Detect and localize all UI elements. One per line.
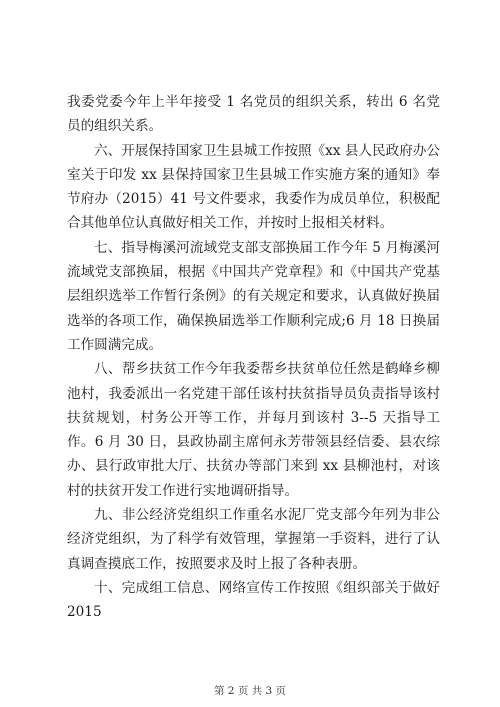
- paragraph-section-9: 九、非公经济党组织工作重名水泥厂党支部今年列为非公经济党组织，为了科学有效管理，掌握第一手资料，进行了认真调查摸底工作，按照要求及时上报了各种表册。: [67, 507, 440, 572]
- paragraph-continuation: 我委党委今年上半年接受 1 名党员的组织关系，转出 6 名党员的组织关系。: [67, 94, 440, 135]
- paragraph-section-7: 七、指导梅溪河流域党支部支部换届工作今年 5 月梅溪河流域党支部换届，根据《中国共产党章程》和《中国共产党基层组织选举工作暂行条例》的有关规定和要求，认真做好换届选举的各项工作，确保换届选举工作顺利完成;6 月 18 日换届工作圆满完成。: [67, 239, 440, 353]
- paragraph-section-6: 六、开展保持国家卫生县城工作按照《xx 县人民政府办公室关于印发 xx 县保持国家卫生县城工作实施方案的通知》奉节府办（2015）41 号文件要求，我委作为成员单位，积极配合其他单位认真做好相关工作，并按时上报相关材料。: [67, 142, 440, 232]
- page-number-footer: 第 2 页 共 3 页: [213, 685, 287, 697]
- document-body: [67, 90, 440, 625]
- paragraph-section-10: 十、完成组工信息、网络宣传工作按照《组织部关于做好 2015: [67, 579, 440, 621]
- paragraph-section-8: 八、帮乡扶贫工作今年我委帮乡扶贫单位任然是鹤峰乡柳池村，我委派出一名党建干部任该村扶贫指导员负责指导该村扶贫规划，村务公开等工作，并每月到该村 3--5 天指导工作。6 月 30 日，县政协副主席何永芳带领县经信委、县农综办、县行政审批大厅、扶贫办等部门来到 xx 县柳池村，对该村的扶贫开发工作进行实地调研指导。: [67, 361, 440, 499]
